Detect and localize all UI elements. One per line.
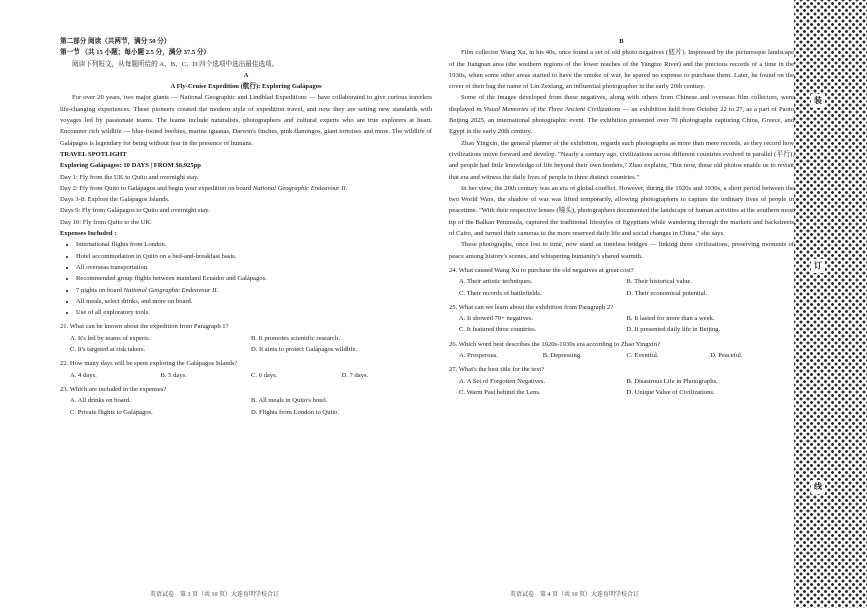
part-header: 第一节 （共 15 小题；每小题 2.5 分，满分 37.5 分） [60, 49, 211, 57]
question-23: 23. Which are included in the expenses? [60, 385, 167, 393]
question-25: 25. What can we learn about the exhibition from Paragraph 2? [449, 303, 614, 311]
option: C. Eventful. [626, 352, 659, 360]
list-item: • All overseas transportation. [76, 262, 432, 273]
section-header: 第二部分 阅读（共两节，满分 50 分） [60, 38, 171, 45]
option: B. It lasted for more than a week. [626, 315, 715, 323]
option: C. It featured three countries. [459, 326, 537, 334]
paragraph-text: — an exhibition held from October 22 to 27, as a part of Paoto Beijing 2025, an international photographic event. The exhibition presented over 70 photographs capturing China, Greece, and Egypt in the early 20th century. [449, 105, 794, 136]
itinerary-day: Days 3-8: Explore the Galápagos Islands. [60, 196, 170, 204]
paragraph-text: Some of the images developed from these negatives, along with others from Chinese and overseas film collectors, were displayed in [449, 94, 794, 113]
option: C. It's targeted at risk takers. [70, 346, 146, 354]
option: B. 5 days. [160, 371, 187, 379]
exhibition-title: Visual Memories of the Three Ancient Civilizations [483, 105, 621, 113]
option: A. Prosperous. [459, 352, 499, 360]
question-27-options [449, 376, 794, 399]
passage-title: A Fly-Cruise Expedition (航行): Exploring Galápagos [170, 83, 322, 91]
passage-paragraph: Zhao Yingxin, the general planner of the exhibition, regards such photographs as more than mere records, as they record how civilizations move forward and develop. "Nearly a century ago, civilizations across different countries evolved in parallel (平行), and people had little knowledge of life beyond their own borders," Zhao explains, "But now, these old photos enable us to revisit that era and witness the daily lives of people in three distinct countries." [449, 139, 794, 181]
option: D. Peaceful. [710, 352, 743, 360]
binding-strip [794, 0, 867, 608]
option: A. A Set of Forgotten Negatives. [459, 377, 546, 385]
expenses-label: Expenses Included : [60, 230, 117, 238]
instructions: 阅读下列短文，从每题所给的 A、B、C、D 四个选项中选出最佳选项。 [72, 60, 279, 68]
list-item [76, 285, 432, 296]
itinerary-day: Day 1: Fly from the UK to Quito and overnight stay. [60, 173, 199, 181]
option: A. It showed 70+ negatives. [459, 315, 534, 323]
option: D. 7 days. [341, 371, 369, 379]
question-21-options [60, 333, 432, 356]
list-item: • International flights from London. [76, 239, 432, 250]
trip-summary: Exploring Galápagos: 10 DAYS | FROM $6,925pp [60, 162, 201, 170]
question-26: 26. Which word best describes the 1920s-1930s era according to Zhao Yingxin? [449, 340, 660, 348]
passage-letter-b: B [619, 38, 624, 45]
option: A. It's led by teams of experts. [70, 334, 151, 342]
question-24: 24. What caused Wang Xu to purchase the old negatives at great cost? [449, 266, 634, 274]
ship-name: National Geographic Endeavour II. [123, 286, 219, 294]
itinerary-day [60, 183, 432, 194]
travel-spotlight-heading: TRAVEL SPOTLIGHT [60, 150, 127, 158]
option: B. Disastrous Life in Photographs. [626, 377, 718, 385]
ship-name: National Geographic Endeavour II. [252, 184, 348, 192]
question-22-options [60, 370, 432, 381]
option: B. All meals in Quito's hotel. [251, 397, 328, 405]
option: D. It aims to protect Galápagos wildlife. [251, 346, 358, 354]
left-column [60, 36, 432, 418]
expenses-list [60, 239, 432, 318]
option: A. All drinks on board. [70, 397, 131, 405]
option: C. Warm Past behind the Lens. [459, 388, 541, 396]
option: D. Flights from London to Quito. [251, 408, 340, 416]
passage-paragraph [449, 92, 794, 137]
question-26-options [449, 350, 794, 361]
option: C. 6 days. [251, 371, 278, 379]
list-item: • Recommended group flights between mainland Ecuador and Galápagos. [76, 273, 432, 284]
option: C. Their records of battlefields. [459, 289, 542, 297]
option: D. Their economical potential. [626, 289, 708, 297]
question-22: 22. How many days will be spent exploring the Galápagos Islands? [60, 360, 238, 368]
question-24-options [449, 276, 794, 299]
itinerary-text: Day 2: Fly from Quito to Galápagos and begin your expedition on board [60, 184, 253, 192]
passage-paragraph: In her view, the 20th century was an era of global conflict. However, during the 1920s and 1930s, a short period between the two World Wars, the shadow of war was lifted temporarily, allowing photographers to capture the ordinary lives of people in peacetime. "With their respective lenses (镜头), photographers documented the landscape of human activities at the southern most tip of the Balkan Peninsula, captured the traditional lifestyles of Egyptians while wandering through the markets and backstreets of Cairo, and turned their cameras to the more reserved daily life and social changes in China," she says. [449, 184, 794, 238]
binding-mark: 线 [811, 480, 825, 494]
itinerary-day: Days 9: Fly from Galápagos to Quito and overnight stay. [60, 207, 210, 215]
option: B. Depressing. [542, 352, 582, 360]
page-footer-right: 英语试卷 第 4 页（共 10 页）大连育明学校合订 [510, 592, 640, 598]
question-25-options [449, 313, 794, 336]
binding-mark: 订 [811, 259, 825, 273]
question-27: 27. What's the best title for the text? [449, 366, 545, 374]
question-21: 21. What can be known about the expedition from Paragraph 1? [60, 323, 229, 331]
passage-paragraph: Film collector Wang Xu, in his 40s, once found a set of old photo negatives (底片). Impressed by the picturesque landscape of the Jiangnan area (the southern regions of the lower reaches of the Yangtze River) and the precious records of a time in the 1930s, when some other areas started to have the smoke of war, he spared no expense to purchase them. Later, he found on the cover of their bag the name of Lin Zexiang, an influential photographer in the early 20th century. [449, 49, 794, 91]
passage-paragraph: These photographs, once lost to time, now stand as timeless bridges — linking three civilizations, preserving moments of peace among history's scenes, and whispering humanity's shared warmth. [449, 241, 794, 260]
option: B. Their historical value. [626, 278, 693, 286]
list-item: • All meals, select drinks, and more on board. [76, 296, 432, 307]
passage-letter-a: A [243, 71, 249, 79]
option: D. It presented daily life in Beijing. [626, 326, 721, 334]
list-item: • Use of all exploratory tools. [76, 307, 432, 318]
option: A. Their artistic techniques. [459, 278, 533, 286]
binding-mark: 装 [811, 94, 825, 108]
option: C. Private flights to Galápagos. [70, 408, 153, 416]
right-column [449, 36, 794, 398]
list-item: • Hotel accommodation in Quito on a bed-and-breakfast basis. [76, 251, 432, 262]
passage-paragraph: For over 20 years, two major giants — National Geographic and Lindblad Expeditions — have collaborated to give curious travelers life-changing experiences. These pioneers created the modern style of expedition travel, and now they are setting new standards with voyages led by passionate teams. The teams include naturalists, photographers and cultural experts who are true explorers at heart. Encounter rich wildlife — blue-footed boobies, marine iguanas, Darwin's finches, pink flamingos, giant tortoises and more. The wildlife of Galápagos is legendary for being without fear in the presence of humans. [60, 94, 432, 147]
page-footer-left: 英语试卷 第 3 页（共 10 页）大连育明学校合订 [150, 592, 280, 598]
option: A. 4 days. [70, 371, 97, 379]
question-23-options [60, 395, 432, 418]
itinerary-day: Day 10: Fly from Quito to the UK. [60, 218, 152, 226]
option: D. Unique Value of Civilizations. [626, 388, 715, 396]
list-item-text: 7 nights on board [76, 286, 124, 294]
option: B. It promotes scientific research. [251, 334, 340, 342]
